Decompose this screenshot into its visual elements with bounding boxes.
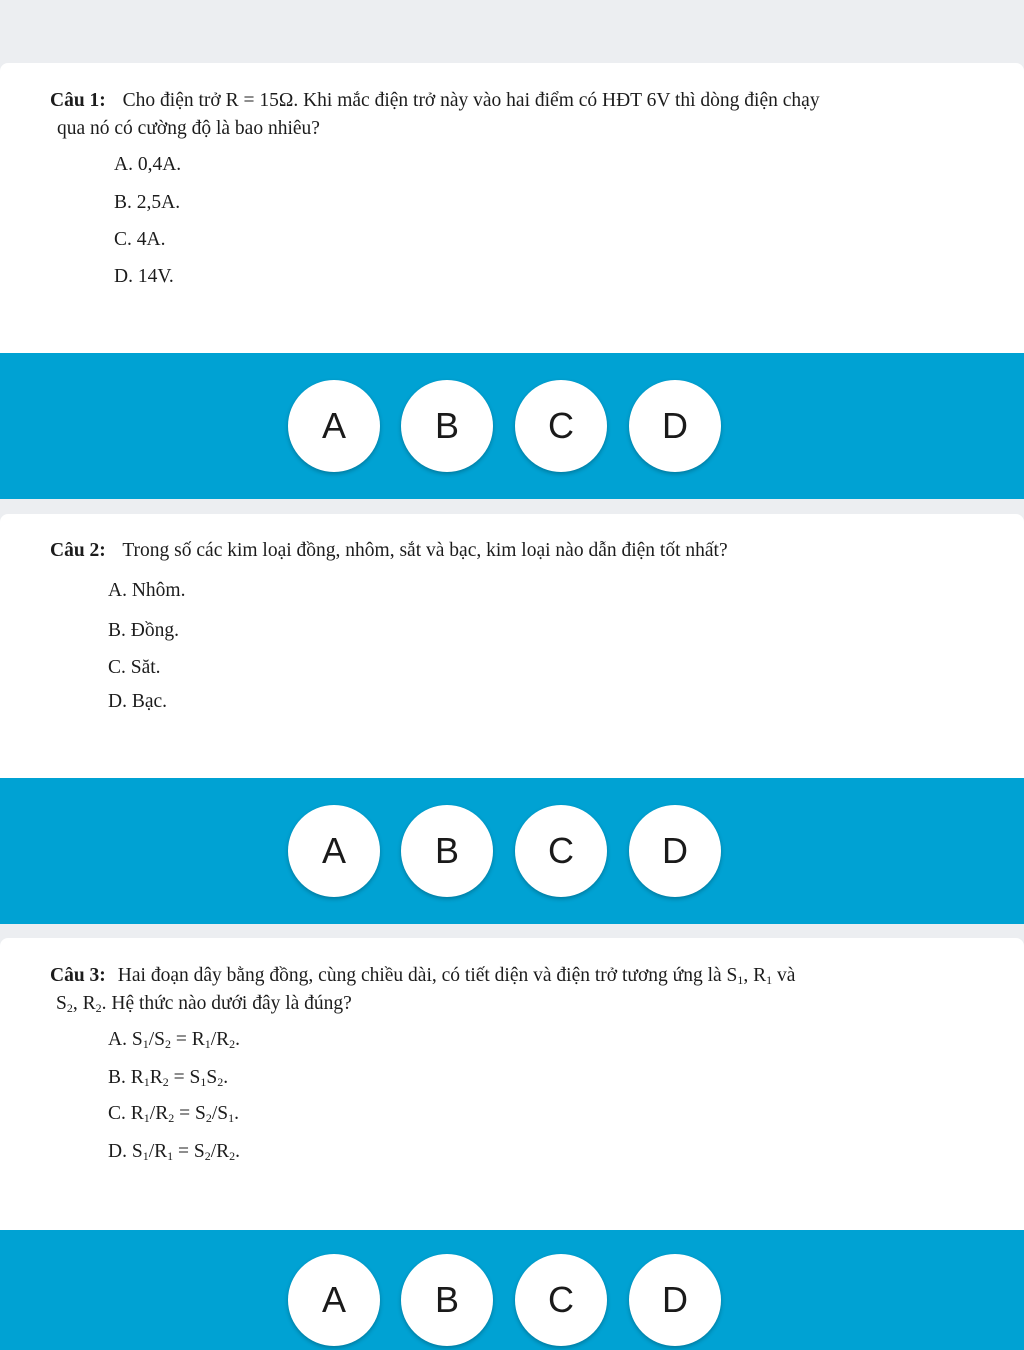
option-b (108, 1065, 228, 1091)
answer-bar (0, 778, 1024, 924)
formula-part: S (131, 1141, 143, 1162)
formula-part: /S (211, 1103, 229, 1124)
subscript: 2 (204, 1149, 211, 1163)
question-text-part: và (772, 965, 796, 986)
option-prefix: D. (108, 1141, 132, 1162)
subscript: 1 (143, 1075, 150, 1089)
option-d: D. Bạc. (108, 691, 168, 712)
subscript: 2 (205, 1111, 212, 1125)
formula-part: R (130, 1103, 144, 1124)
formula-part: R (149, 1067, 163, 1088)
option-b: B. Đồng. (108, 620, 179, 641)
option-a: A. Nhôm. (108, 580, 186, 601)
answer-choice-a[interactable]: A (288, 380, 380, 472)
answer-choice-b[interactable]: B (401, 1254, 493, 1346)
answer-choice-d[interactable]: D (629, 380, 721, 472)
subscript: 1 (200, 1075, 207, 1089)
formula-part: /R (148, 1141, 168, 1162)
question-text-part: Hai đoạn dây bằng đồng, cùng chiều dài, có tiết diện và điện trở tương ứng là S (117, 965, 738, 986)
question-text (50, 87, 990, 115)
answer-bar (0, 353, 1024, 499)
formula-part: . (235, 1029, 241, 1050)
answer-choice-c[interactable]: C (515, 1254, 607, 1346)
subscript: 1 (766, 973, 773, 987)
option-b: B. 2,5A. (114, 192, 181, 213)
subscript: 1 (204, 1037, 211, 1051)
subscript: 2 (229, 1149, 236, 1163)
question-text-line1: Cho điện trở R = 15Ω. Khi mắc điện trở này vào hai điểm có HĐT 6V thì dòng điện chạy (122, 90, 820, 111)
subscript: 2 (168, 1111, 175, 1125)
question-text (50, 962, 1000, 990)
formula-part: /R (210, 1029, 230, 1050)
formula-part: = S (168, 1067, 201, 1088)
option-d: D. 14V. (114, 266, 174, 287)
formula-part: . (235, 1141, 241, 1162)
option-prefix: A. (108, 1029, 132, 1050)
subscript: 1 (737, 973, 744, 987)
option-prefix: B. (108, 1067, 131, 1088)
formula-part: /S (148, 1029, 165, 1050)
option-d (108, 1139, 240, 1165)
subscript: 2 (164, 1037, 171, 1051)
subscript: 1 (167, 1149, 174, 1163)
formula-part: . (223, 1067, 229, 1088)
subscript: 2 (229, 1037, 236, 1051)
question-text-line1: Trong số các kim loại đồng, nhôm, sắt và bạc, kim loại nào dẫn điện tốt nhất? (122, 540, 728, 561)
subscript: 2 (217, 1075, 224, 1089)
subscript: 2 (66, 1001, 73, 1015)
subscript: 2 (162, 1075, 169, 1089)
question-text-line2: qua nó có cường độ là bao nhiêu? (57, 118, 320, 139)
answer-choice-c[interactable]: C (515, 805, 607, 897)
question-text-part: , R (72, 993, 96, 1014)
question-text (50, 537, 990, 565)
answer-choice-b[interactable]: B (401, 380, 493, 472)
option-prefix: C. (108, 1103, 131, 1124)
formula-part: S (131, 1029, 143, 1050)
formula-part: . (234, 1103, 239, 1124)
question-number: Câu 2: (50, 540, 106, 561)
answer-choice-d[interactable]: D (629, 1254, 721, 1346)
subscript: 2 (95, 1001, 102, 1015)
answer-choice-b[interactable]: B (401, 805, 493, 897)
question-card-2 (0, 514, 1024, 924)
subscript: 1 (228, 1111, 235, 1125)
question-text-part: S (56, 993, 67, 1014)
option-a: A. 0,4A. (114, 154, 182, 175)
question-text-part: . Hệ thức nào dưới đây là đúng? (101, 993, 352, 1014)
answer-choice-d[interactable]: D (629, 805, 721, 897)
question-card-1 (0, 63, 1024, 499)
question-number: Câu 1: (50, 90, 106, 111)
answer-choice-c[interactable]: C (515, 380, 607, 472)
formula-part: S (206, 1067, 218, 1088)
formula-part: = S (173, 1141, 205, 1162)
option-c: C. 4A. (114, 229, 166, 250)
formula-part: = R (170, 1029, 205, 1050)
formula-part: /R (210, 1141, 230, 1162)
option-c (108, 1101, 239, 1127)
answer-choice-a[interactable]: A (288, 1254, 380, 1346)
subscript: 1 (143, 1111, 150, 1125)
question-number: Câu 3: (50, 965, 106, 986)
question-text-part: , R (743, 965, 767, 986)
answer-choice-a[interactable]: A (288, 805, 380, 897)
option-a (108, 1027, 240, 1053)
answer-bar (0, 1230, 1024, 1350)
formula-part: R (130, 1067, 144, 1088)
formula-part: /R (149, 1103, 169, 1124)
question-text-line2 (56, 990, 352, 1018)
formula-part: = S (174, 1103, 206, 1124)
option-c: C. Săt. (108, 657, 161, 678)
subscript: 1 (142, 1149, 149, 1163)
question-card-3 (0, 938, 1024, 1320)
subscript: 1 (142, 1037, 149, 1051)
